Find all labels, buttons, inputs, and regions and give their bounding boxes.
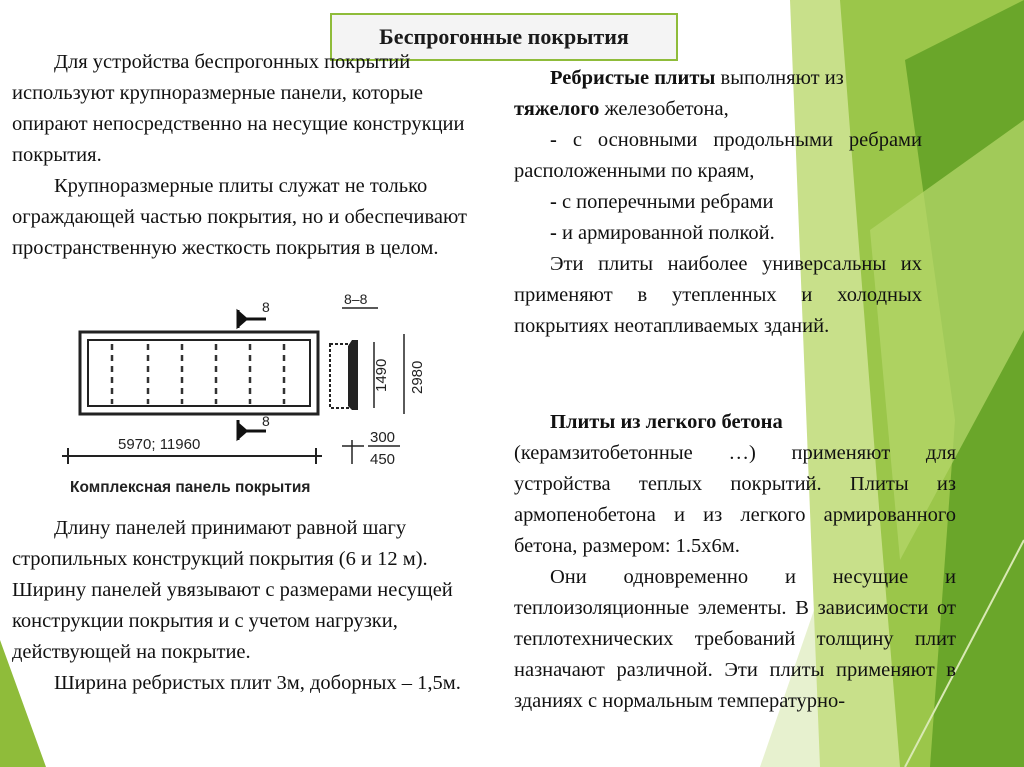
left-text-top <box>12 47 490 264</box>
left-paragraph-4: Ширина ребристых плит 3м, доборных – 1,5м. <box>54 672 461 694</box>
ribbed-usage: Эти плиты наиболее универсальны их применяют в утепленных и холодных покрытиях неотапливаемых зданий. <box>514 253 922 337</box>
ribbed-item-1-dash: - <box>550 129 557 151</box>
ribbed-material-bold: тяжелого <box>514 98 600 120</box>
panel-rib-lines <box>112 344 284 404</box>
light-concrete-text-2: Они одновременно и несущие и теплоизоляционные элементы. В зависимости от теплотехнических требований толщину плит назначают различной. Эти плиты применяют в зданиях с нормальным температурно- <box>514 566 956 712</box>
light-concrete-text-1: (керамзитобетонные …) применяют для устройства теплых покрытий. Плиты из армопенобетона и из легкого армированного бетона, размером: 1.5х6м. <box>514 442 956 557</box>
light-concrete-title-bold: Плиты из легкого бетона <box>550 411 783 433</box>
light-concrete-section <box>514 407 956 717</box>
ribbed-item-1 <box>514 125 922 187</box>
section-label: 8–8 <box>344 291 368 307</box>
ribbed-intro <box>514 63 922 94</box>
panel-plan-outline <box>80 332 318 414</box>
dim-length-label: 5970; 11960 <box>118 436 201 453</box>
ribbed-item-2-text: с поперечными ребрами <box>556 191 774 213</box>
cut-mark-top-label: 8 <box>262 299 270 315</box>
left-paragraph-3: Длину панелей принимают равной шагу стропильных конструкций покрытия (6 и 12 м). Ширину панелей увязывают с размерами несущей конструкции покрытия и с учетом нагрузки, действующей на покрытие. <box>12 517 453 663</box>
light-concrete-title <box>514 407 956 438</box>
ribbed-item-2 <box>514 187 922 218</box>
ribbed-intro-bold: Ребристые плиты <box>550 67 716 89</box>
ribbed-item-3-dash: - <box>550 222 557 244</box>
ribbed-item-3-text: и армированной полкой. <box>556 222 775 244</box>
dim-height-2-label: 450 <box>370 451 396 468</box>
ribbed-item-1-text: с основными продольными ребрами расположенными по краям, <box>514 129 922 182</box>
ribbed-item-2-dash: - <box>550 191 557 213</box>
section-insulation <box>330 344 350 408</box>
dim-width-inner-label: 1490 <box>373 358 390 392</box>
dim-height-1-label: 300 <box>370 429 396 446</box>
dim-width-outer-label: 2980 <box>409 360 426 394</box>
left-paragraph-2: Крупноразмерные плиты служат не только ограждающей частью покрытия, но и обеспечивают пространственную жесткость покрытия в целом. <box>12 175 467 259</box>
panel-plan-inner <box>88 340 310 406</box>
cut-mark-bottom-label: 8 <box>262 413 270 429</box>
panel-diagram <box>52 288 432 508</box>
ribbed-material <box>514 94 922 125</box>
ribbed-intro-rest: выполняют из <box>715 67 844 89</box>
left-paragraph-1: Для устройства беспрогонных покрытий используют крупноразмерные панели, которые опирают непосредственно на несущие конструкции покрытия. <box>12 51 465 166</box>
diagram-caption: Комплексная панель покрытия <box>70 479 311 496</box>
ribbed-item-3 <box>514 218 922 249</box>
slide-title: Беспрогонные покрытия <box>330 13 678 61</box>
left-text-bottom <box>12 513 490 699</box>
ribbed-material-rest: железобетона, <box>599 98 729 120</box>
ribbed-slabs-section <box>514 63 922 342</box>
